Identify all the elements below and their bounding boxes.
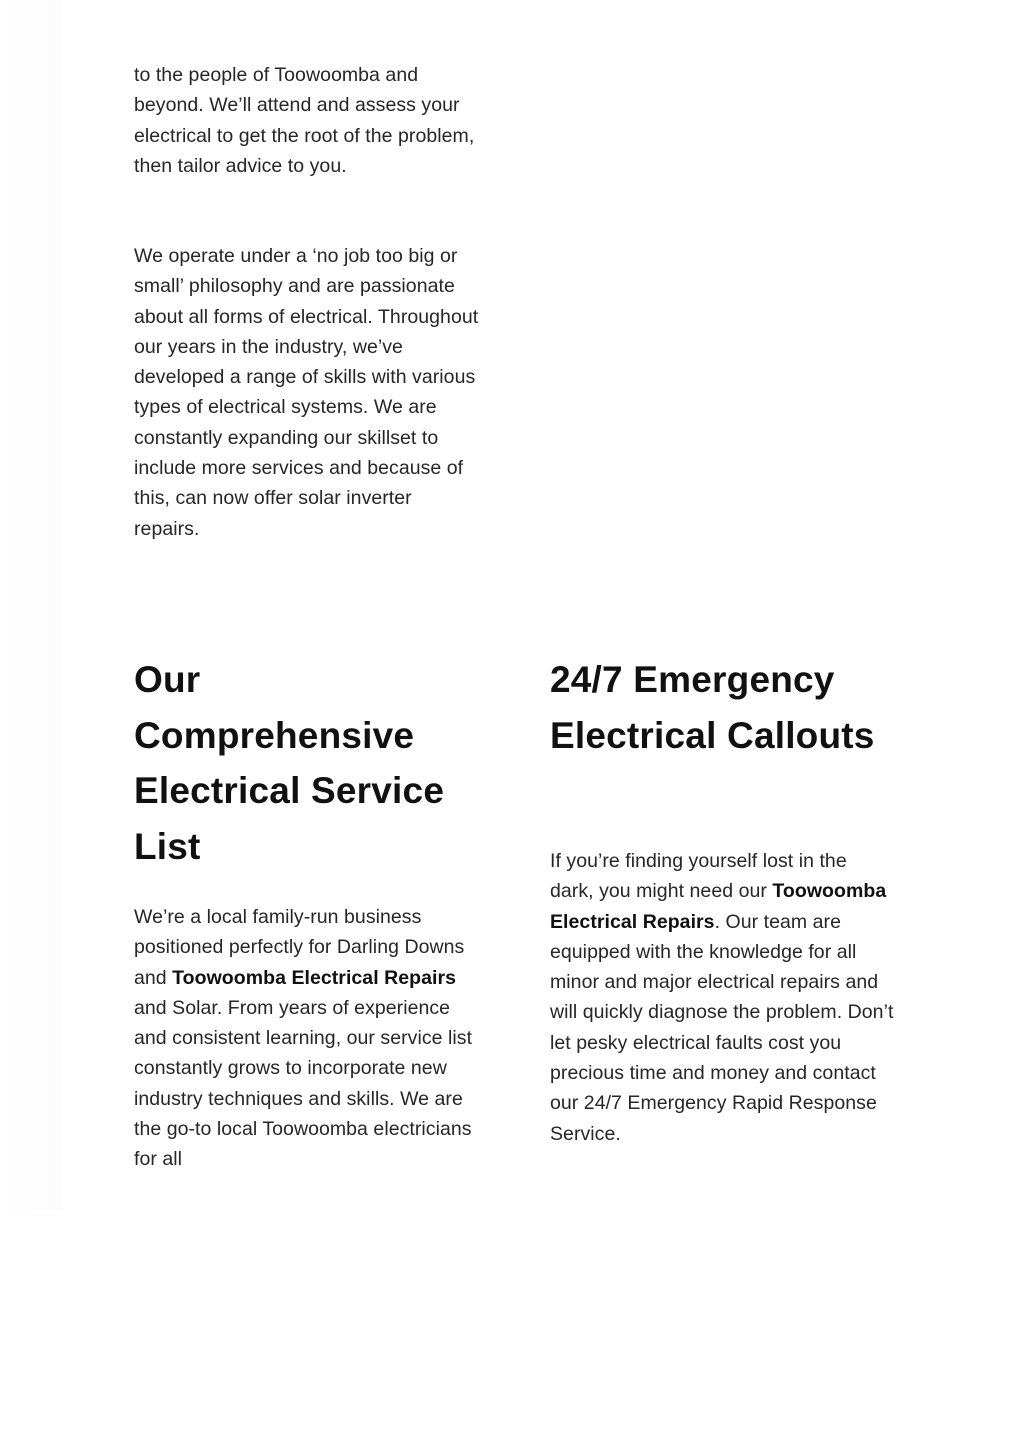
- service-list-text-end: and Solar. From years of experience and consistent learning, our service list constantly grows to incorporate new industry techniques and skills. We are the go-to local Toowoomba electricians for all: [134, 996, 473, 1171]
- intro-paragraph-1: to the people of Toowoomba and beyond. We’ll attend and assess your electrical to get the root of the problem, then tailor advice to you.: [134, 64, 475, 177]
- service-list-heading: Our Comprehensive Electrical Service List: [134, 659, 445, 868]
- service-list-paragraph: [134, 902, 479, 1175]
- page-edge-shade: [0, 0, 62, 1210]
- emergency-text-end: . Our team are equipped with the knowledge for all minor and major electrical repairs and will quickly diagnose the problem. Don’t let pesky electrical faults cost you precious time and money and contact our 24/7 Emergency Rapid Response Service.: [550, 910, 894, 1145]
- service-list-emphasis: Toowoomba Electrical Repairs: [172, 966, 457, 989]
- emergency-text-start: If you’re finding yourself lost in the dark, you might need our: [550, 850, 847, 903]
- emergency-emphasis: Toowoomba Electrical Repairs: [550, 880, 887, 933]
- emergency-callouts-paragraph: [550, 846, 895, 1149]
- intro-paragraph-2: We operate under a ‘no job too big or small’ philosophy and are passionate about all forms of electrical. Throughout our years in the industry, we’ve developed a range of skills with various types of electrical systems. We are constantly expanding our skillset to include more services and because of this, can now offer solar inverter repairs.: [134, 245, 479, 540]
- service-list-text-start: We’re a local family-run business positioned perfectly for Darling Downs and: [134, 906, 465, 989]
- emergency-callouts-heading: 24/7 Emergency Electrical Callouts: [550, 659, 875, 756]
